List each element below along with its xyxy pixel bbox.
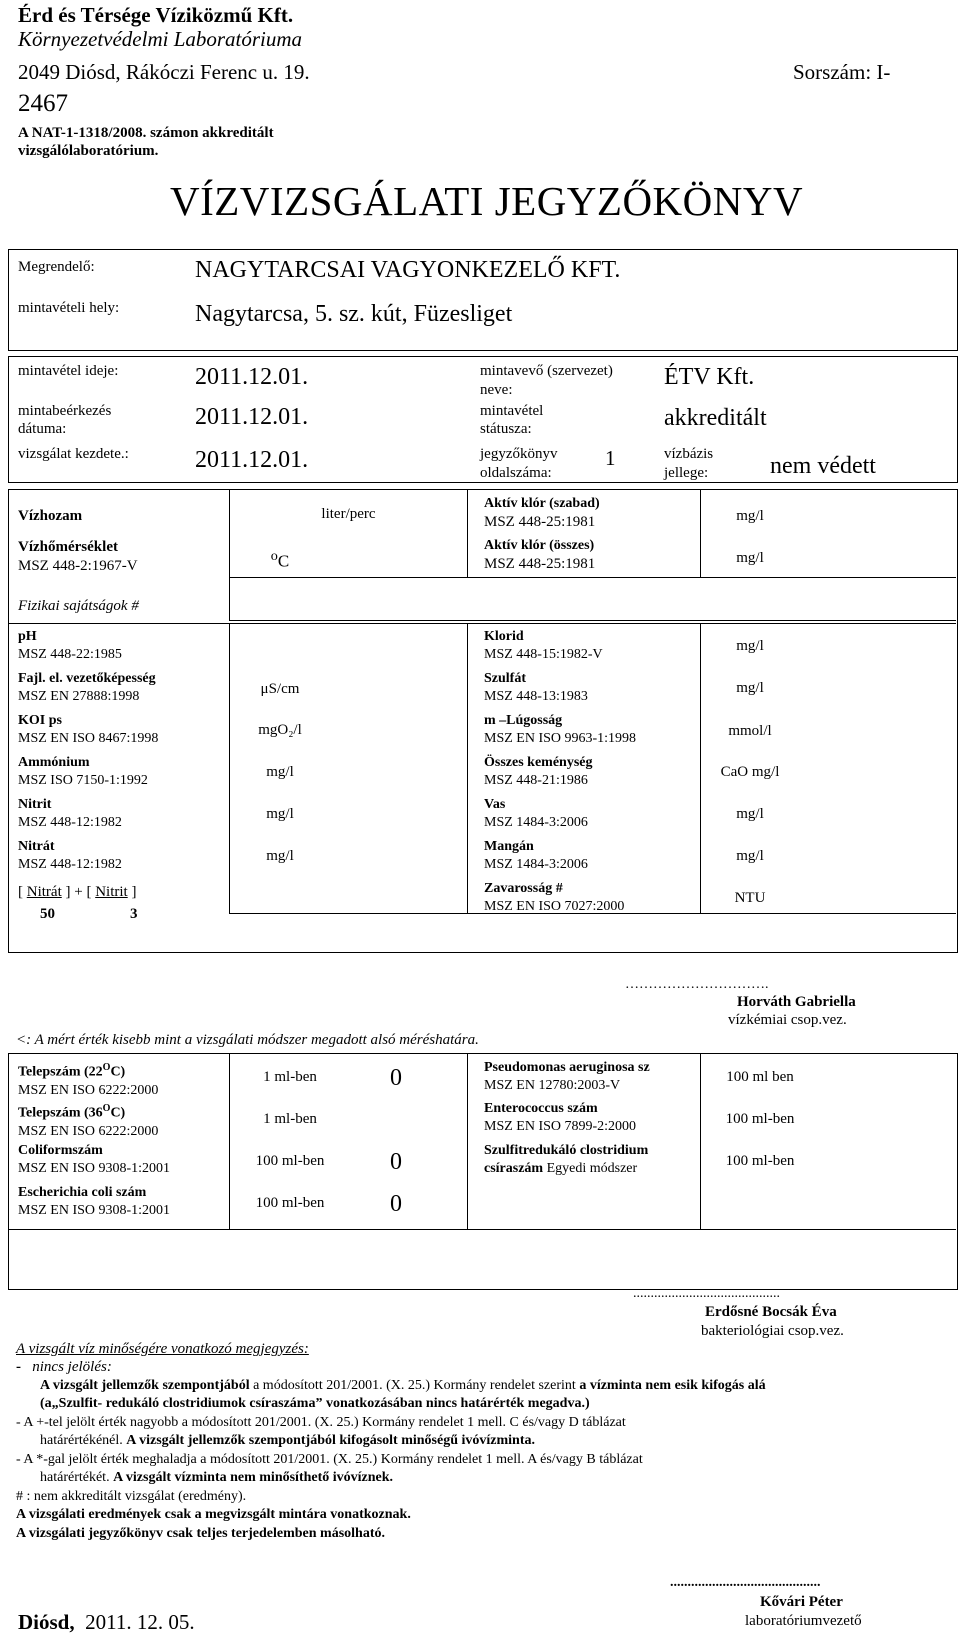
remark-copy: A vizsgálati jegyzőkönyv csak teljes terjedelemben másolható. (16, 1526, 385, 1541)
temp-unit: $^o$C (270, 548, 290, 571)
nitrate-ratio-n2: 3 (130, 906, 138, 922)
micro-row: Telepszám $(22^OC)$ MSZ EN ISO 6222:2000 (18, 1062, 159, 1098)
sampler-value: ÉTV Kft. (664, 364, 755, 390)
chem-unit: mg/l (736, 638, 764, 654)
micro-unit: 100 ml-ben (255, 1195, 325, 1211)
serial-label: Sorszám: I- (793, 60, 891, 84)
sampler-label-1: mintavevő (szervezet) (480, 363, 613, 379)
chem-row: Klorid MSZ 448-15:1982-V (484, 629, 603, 662)
base-value: nem védett (770, 453, 876, 479)
detection-note: <: A mért érték kisebb mint a vizsgálati módszer megadott alsó méréshatára. (16, 1032, 479, 1048)
arrival-value: 2011.12.01. (195, 404, 309, 430)
footer-sign-dots: ........................................... (670, 1575, 821, 1590)
chem-row: Nitrát MSZ 448-12:1982 (18, 839, 122, 872)
address: 2049 Diósd, Rákóczi Ferenc u. 19. (18, 60, 310, 84)
chem-unit: mmol/l (728, 723, 772, 739)
signature-dots: .......................................... (633, 1286, 780, 1301)
footer-sign-name: Kővári Péter (760, 1594, 843, 1610)
temp-name: Vízhőmérséklet (18, 539, 118, 555)
micro-value: 0 (390, 1065, 402, 1091)
nitrate-ratio-n1: 50 (40, 906, 55, 922)
signature-role: vízkémiai csop.vez. (728, 1012, 847, 1028)
yield-name: Vízhozam (18, 508, 83, 524)
remark-plus: - A +-tel jelölt érték nagyobb a módosított 201/2001. (X. 25.) Kormány rendelet 1 mell. C és/vagy D táblázat (16, 1415, 626, 1430)
accreditation-line-2: vizsgálólaboratórium. (18, 143, 159, 159)
remark-results-scope: A vizsgálati eredmények csak a megvizsgált mintára vonatkoznak. (16, 1507, 411, 1522)
chem-unit: mg/l (266, 848, 294, 864)
chem-row: KOI ps MSZ EN ISO 8467:1998 (18, 713, 159, 746)
remarks-heading: A vizsgált víz minőségére vonatkozó megjegyzés: (16, 1341, 309, 1357)
chem-row: Fajl. el. vezetőképesség MSZ EN 27888:1998 (18, 671, 156, 704)
chem-row: Szulfát MSZ 448-13:1983 (484, 671, 588, 704)
arrival-label-1: mintabeérkezés (18, 403, 112, 419)
sampling-date-label: mintavétel ideje: (18, 363, 119, 379)
status-label-2: státusza: (480, 421, 532, 437)
base-label-2: jellege: (664, 465, 709, 481)
signature-name: Erdősné Bocsák Éva (705, 1304, 837, 1320)
chlorine-free-unit: mg/l (736, 508, 764, 524)
signature-dots: …………………………. (625, 977, 769, 992)
chem-unit: mg/l (266, 764, 294, 780)
micro-value: 0 (390, 1149, 402, 1175)
chem-unit: mgO₂/l (258, 722, 302, 738)
chem-unit: mg/l (266, 806, 294, 822)
pages-label-2: oldalszáma: (480, 465, 552, 481)
page-title: VÍZVIZSGÁLATI JEGYZŐKÖNYV (170, 178, 804, 224)
remark-star: - A *-gal jelölt érték meghaladja a módosított 201/2001. (X. 25.) Kormány rendelet 1 mell. A és/vagy B táblázat (16, 1452, 643, 1467)
pages-label-1: jegyzőkönyv (480, 446, 558, 462)
micro-unit: 100 ml-ben (725, 1153, 795, 1169)
chem-row: Vas MSZ 1484-3:2006 (484, 797, 588, 830)
arrival-label-2: dátuma: (18, 421, 67, 437)
chem-row: Mangán MSZ 1484-3:2006 (484, 839, 588, 872)
chlorine-total-std: MSZ 448-25:1981 (484, 556, 596, 572)
micro-row: Pseudomonas aeruginosa sz MSZ EN 12780:2003-V (484, 1060, 650, 1093)
chem-row: m –Lúgosság MSZ EN ISO 9963-1:1998 (484, 713, 637, 746)
site-value: Nagytarcsa, 5. sz. kút, Füzesliget (195, 301, 513, 327)
yield-unit: liter/perc (321, 506, 376, 522)
chem-row: Nitrit MSZ 448-12:1982 (18, 797, 122, 830)
micro-row: Szulfitredukáló clostridium csíraszám Egyedi módszer (484, 1143, 649, 1176)
chem-unit: mg/l (736, 680, 764, 696)
signature-role: bakteriológiai csop.vez. (701, 1323, 844, 1339)
serial-number: 2467 (18, 90, 68, 117)
chem-unit: μS/cm (260, 681, 300, 697)
chem-unit: NTU (734, 890, 766, 906)
chlorine-free-std: MSZ 448-25:1981 (484, 514, 596, 530)
chem-row: Zavarosság # MSZ EN ISO 7027:2000 (484, 881, 625, 914)
remark-no-mark-text: A vizsgált jellemzők szempontjából a módosított 201/2001. (X. 25.) Kormány rendelet szerint a vízminta nem esik kifogás alá (40, 1378, 766, 1393)
accreditation-line-1: A NAT-1-1318/2008. számon akkreditált (18, 125, 274, 141)
test-start-label: vizsgálat kezdete.: (18, 446, 129, 462)
chem-unit: CaO mg/l (720, 764, 780, 780)
orderer-label: Megrendelő: (18, 259, 95, 275)
test-start-value: 2011.12.01. (195, 447, 309, 473)
physical-label: Fizikai sajátságok # (18, 598, 139, 614)
chem-row: Összes keménység MSZ 448-21:1986 (484, 755, 593, 788)
micro-row: Telepszám $(36^OC)$ MSZ EN ISO 6222:2000 (18, 1103, 159, 1139)
orderer-value: NAGYTARCSAI VAGYONKEZELŐ KFT. (195, 257, 621, 283)
micro-row: Coliformszám MSZ EN ISO 9308-1:2001 (18, 1143, 171, 1176)
chlorine-total-unit: mg/l (736, 550, 764, 566)
status-value: akkreditált (664, 405, 767, 431)
chem-row: pH MSZ 448-22:1985 (18, 629, 122, 662)
org-name: Érd és Térsége Víziközmű Kft. (18, 3, 294, 27)
chem-row: Ammónium MSZ ISO 7150-1:1992 (18, 755, 148, 788)
micro-unit: 1 ml-ben (263, 1069, 317, 1085)
remark-sulfite-note: (a„Szulfit- redukáló clostridiumok csíraszáma” vonatkozásában nincs határérték megadva.) (40, 1396, 590, 1411)
status-label-1: mintavétel (480, 403, 544, 419)
sampling-date-value: 2011.12.01. (195, 364, 309, 390)
sampler-label-2: neve: (480, 382, 513, 398)
micro-unit: 100 ml ben (726, 1069, 794, 1085)
temp-std: MSZ 448-2:1967-V (18, 558, 138, 574)
remark-plus-2: határértékénél. A vizsgált jellemzők szempontjából kifogásolt minőségű ivóvízminta. (40, 1433, 535, 1448)
remark-hash: # : nem akkreditált vizsgálat (eredmény). (16, 1489, 247, 1504)
remark-star-2: határértékét. A vizsgált vízminta nem minősíthető ivóvíznek. (40, 1470, 394, 1485)
micro-row: Enterococcus szám MSZ EN ISO 7899-2:2000 (484, 1101, 637, 1134)
site-label: mintavételi hely: (18, 300, 120, 316)
chem-unit: mg/l (736, 806, 764, 822)
base-label-1: vízbázis (664, 446, 714, 462)
footer-place-date: Diósd, 2011. 12. 05. (18, 1610, 195, 1634)
signature-name: Horváth Gabriella (737, 994, 856, 1010)
micro-unit: 100 ml-ben (725, 1111, 795, 1127)
remark-no-mark: - nincs jelölés: (16, 1359, 112, 1375)
footer-sign-role: laboratóriumvezető (745, 1613, 862, 1629)
lab-name: Környezetvédelmi Laboratóriuma (18, 27, 303, 51)
micro-value: 0 (390, 1191, 402, 1217)
pages-value: 1 (605, 446, 616, 470)
chem-unit: mg/l (736, 848, 764, 864)
nitrate-ratio: [ Nitrát ] + [ Nitrit ] (18, 884, 137, 900)
chlorine-total-name: Aktív klór (összes) (484, 538, 595, 553)
chlorine-free-name: Aktív klór (szabad) (484, 496, 600, 511)
micro-unit: 1 ml-ben (263, 1111, 317, 1127)
micro-unit: 100 ml-ben (255, 1153, 325, 1169)
micro-row: Escherichia coli szám MSZ EN ISO 9308-1:2001 (18, 1185, 171, 1218)
